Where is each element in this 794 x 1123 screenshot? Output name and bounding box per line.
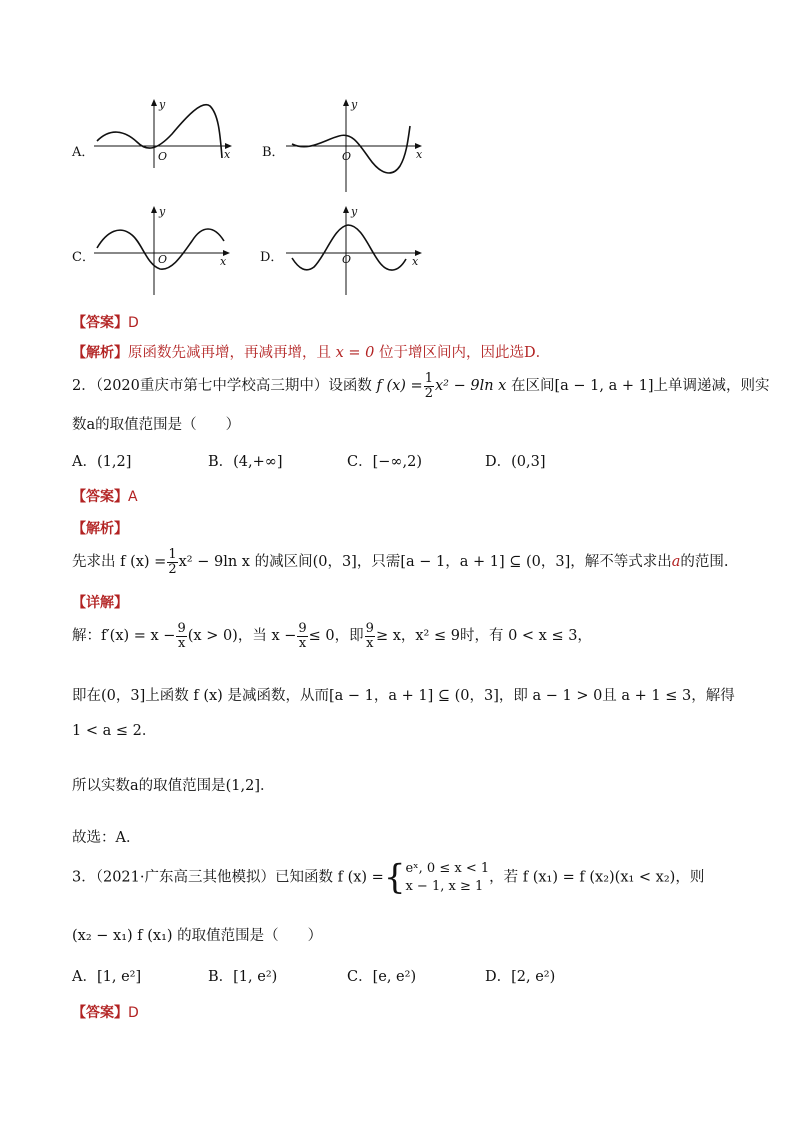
graph-label-c: C． <box>72 250 95 265</box>
q3-source: 3．（2021·广东高三其他模拟）已知函数 f (x) = <box>72 869 384 886</box>
q3-option-b: B．[1, e²) <box>208 969 278 985</box>
q3-stem-text: ，若 f (x₁) = f (x₂)(x₁ < x₂)，则 <box>489 869 705 886</box>
q2-analysis-tag: 【解析】 <box>72 521 128 537</box>
q3-answer <box>72 1002 139 1022</box>
analysis-tag: 【解析】 <box>72 345 128 361</box>
q2-option-c: C．[−∞,2) <box>347 454 422 470</box>
analysis-math: x = 0 <box>335 345 375 361</box>
graph-a <box>92 96 237 171</box>
answer-tag: 【答案】 <box>72 1005 128 1021</box>
origin-label: O <box>342 253 352 266</box>
q2-stem-line1 <box>72 372 769 400</box>
q2-detail-line4: 所以实数a的取值范围是(1,2]． <box>72 778 275 794</box>
y-axis-arrow <box>151 99 157 106</box>
fraction: $\frac{1}{2}$ <box>424 371 433 401</box>
y-axis-arrow <box>151 206 157 213</box>
y-label: y <box>351 205 358 218</box>
q2-source: 2．（2020重庆市第七中学校高三期中）设函数 <box>72 378 377 395</box>
fraction: $\frac{9}{x}$ <box>298 621 307 651</box>
q3-option-d: D．[2, e²) <box>485 969 556 985</box>
x-label: x <box>412 255 419 268</box>
x-label: x <box>416 148 423 161</box>
piecewise-cases: eˣ, 0 ≤ x < 1 x − 1, x ≥ 1 <box>405 861 490 894</box>
x-label: x <box>224 148 231 161</box>
y-axis-arrow <box>343 206 349 213</box>
fraction: $\frac{1}{2}$ <box>168 547 177 577</box>
q1-answer <box>72 312 139 332</box>
q3-option-c: C．[e, e²) <box>347 969 417 985</box>
graph-label-b: B． <box>262 145 285 160</box>
graph-label-d: D． <box>260 250 284 265</box>
q3-stem-line2: (x₂ − x₁) f (x₁) 的取值范围是（ ） <box>72 928 323 944</box>
q2-hint: 先求出 f (x) = $\frac{1}{2}$ x² − 9ln x 的减区间(0，3]，只需[a − 1，a + 1] ⊆ (0，3]，解不等式求出a的范围. <box>72 547 729 577</box>
graph-c <box>92 203 237 298</box>
q2-detail-line1: 解：f′(x) = x − $\frac{9}{x}$ (x > 0)，当 x − $\frac{9}{x}$ ≤ 0，即 $\frac{9}{x}$ ≥ x，x² ≤ 9时，有 0 < x ≤ 3， <box>72 621 592 651</box>
q2-func: f (x) = <box>376 378 423 395</box>
y-label: y <box>159 205 166 218</box>
answer-tag: 【答案】 <box>72 489 128 505</box>
graph-b <box>284 96 429 196</box>
answer-value: A <box>128 489 138 505</box>
origin-label: O <box>158 253 168 266</box>
answer-value: D <box>128 1005 139 1021</box>
origin-label: O <box>342 150 352 163</box>
graph-label-a: A． <box>72 145 95 160</box>
q2-answer <box>72 486 138 506</box>
q2-detail-line3: 1 < a ≤ 2． <box>72 723 157 739</box>
x-label: x <box>220 255 227 268</box>
q2-stem-text: 在区间[a − 1, a + 1]上单调递减，则实 <box>506 378 770 395</box>
q2-option-b: B．(4,+∞] <box>208 454 283 470</box>
answer-value: D <box>128 315 139 331</box>
q3-stem-line1 <box>72 857 705 898</box>
q2-option-a: A．(1,2] <box>72 454 132 470</box>
q1-analysis <box>72 341 550 362</box>
brace: { <box>383 857 406 898</box>
q2-stem-line2: 数a的取值范围是（ ） <box>72 417 241 433</box>
q2-detail-line5: 故选：A． <box>72 830 141 846</box>
answer-tag: 【答案】 <box>72 315 128 331</box>
y-label: y <box>351 98 358 111</box>
q2-detail-line2: 即在(0，3]上函数 f (x) 是减函数，从而[a − 1，a + 1] ⊆ (0，3]，即 a − 1 > 0且 a + 1 ≤ 3，解得 <box>72 688 735 704</box>
y-label: y <box>159 98 166 111</box>
analysis-text: 原函数先减再增，再减再增，且 <box>128 345 336 361</box>
graph-d <box>284 203 429 298</box>
q2-option-d: D．(0,3] <box>485 454 546 470</box>
q2-detail-tag: 【详解】 <box>72 595 128 611</box>
fraction: $\frac{9}{x}$ <box>365 621 374 651</box>
fraction: $\frac{9}{x}$ <box>177 621 186 651</box>
analysis-text-end: 位于增区间内，因此选D． <box>374 345 551 361</box>
y-axis-arrow <box>343 99 349 106</box>
q3-option-a: A．[1, e²] <box>72 969 142 985</box>
q2-func-rest: x² − 9ln x <box>435 378 507 395</box>
origin-label: O <box>158 150 168 163</box>
